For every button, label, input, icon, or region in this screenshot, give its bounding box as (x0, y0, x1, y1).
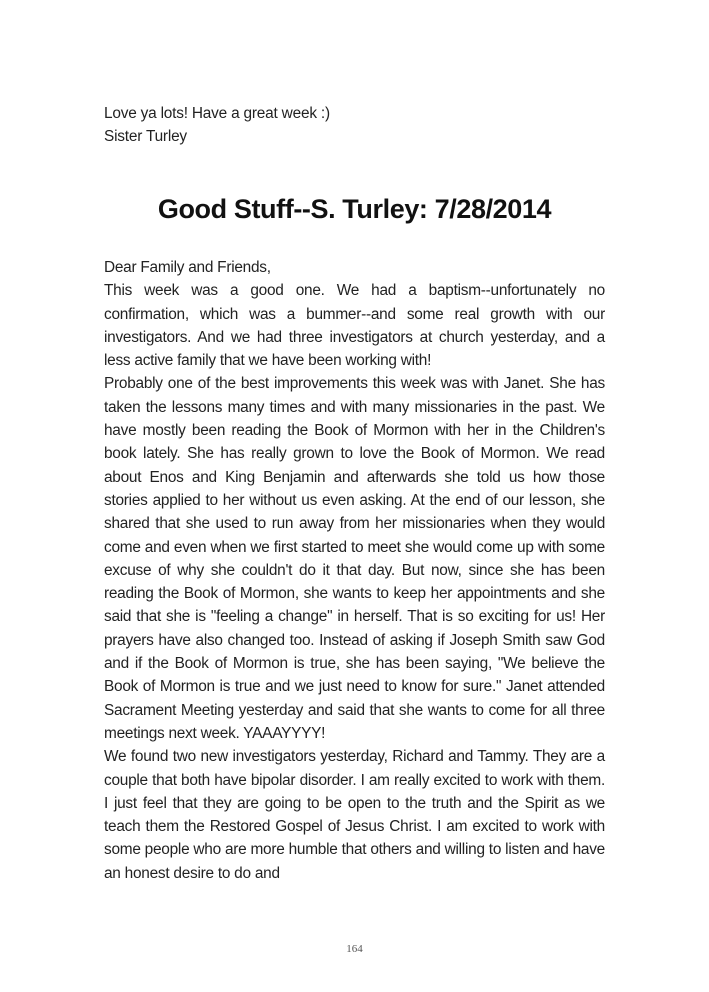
paragraph-2: Probably one of the best improvements this week was with Janet. She has taken the lessons many times and with many missionaries in the past. We have mostly been reading the Book of Mormon with her in the Children's book lately. She has really grown to love the Book of Mormon. We read about Enos and King Benjamin and afterwards she told us how those stories applied to her without us even asking. At the end of our lesson, she shared that she used to run away from her missionaries when they would come and even when we first started to meet she would come up with some excuse of why she couldn't do it that day. But now, since she has been reading the Book of Mormon, she wants to keep her appointments and she said that she is "feeling a change" in herself. That is so exciting for us! Her prayers have also changed too. Instead of asking if Joseph Smith saw God and if the Book of Mormon is true, she has been saying, "We believe the Book of Mormon is true and we just need to know for sure." Janet attended Sacrament Meeting yesterday and said that she wants to come for all three meetings next week. YAAAYYYY! (104, 375, 605, 742)
letter-signoff (104, 102, 614, 149)
paragraph-3: We found two new investigators yesterday, Richard and Tammy. They are a couple that both have bipolar disorder. I am really excited to work with them. I just feel that they are going to be open to the truth and the Spirit as we teach them the Restored Gospel of Jesus Christ. I am excited to work with some people who are more humble that others and willing to listen and have an honest desire to do and (104, 748, 605, 882)
paragraph-1: This week was a good one. We had a baptism--unfortunately no confirmation, which was a bummer--and some real growth with our investigators. And we had three investigators at church yesterday, and a less active family that we have been working with! (104, 282, 605, 370)
signature: Sister Turley (104, 128, 187, 146)
letter-title: Good Stuff--S. Turley: 7/28/2014 (157, 194, 552, 224)
closing-line: Love ya lots! Have a great week :) (104, 105, 330, 122)
page-number: 164 (346, 943, 363, 955)
letter-body (104, 256, 605, 885)
salutation: Dear Family and Friends, (104, 259, 271, 276)
